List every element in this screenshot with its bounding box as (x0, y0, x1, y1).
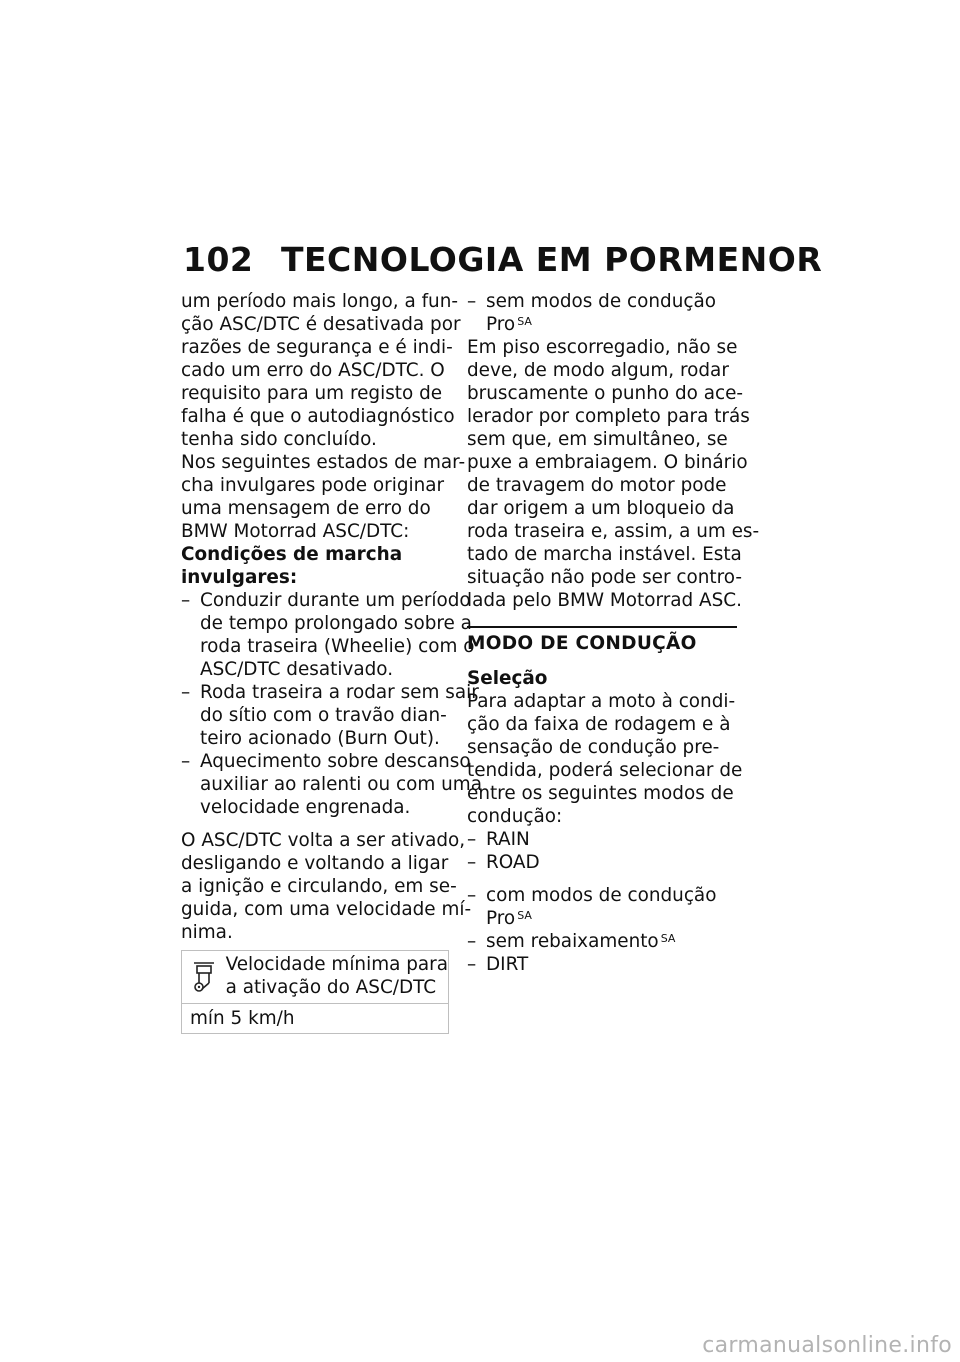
optional-equipment-mark: SA (517, 909, 532, 922)
warning-paragraph (467, 336, 760, 612)
text-line: ção ASC/DTC é desativada por (181, 314, 461, 335)
text-line: Nos seguintes estados de mar- (181, 452, 466, 473)
engine-icon (182, 953, 226, 999)
text-line: invulgares: (181, 567, 298, 588)
text-line: condução: (467, 806, 563, 827)
conditions-paragraph (181, 451, 466, 543)
conditions-heading (181, 543, 449, 589)
text-line: dar origem a um bloqueio da (467, 498, 735, 519)
text-line: Pro $^{SA}$ (486, 908, 532, 929)
selection-paragraph (467, 690, 743, 828)
list-item (467, 851, 737, 874)
text-line: do sítio com o travão dian- (200, 705, 447, 726)
text-line: ASC/DTC desativado. (200, 659, 394, 680)
text-line: razões de segurança e é indi- (181, 337, 453, 358)
right-column (467, 290, 760, 976)
text-line: cado um erro do ASC/DTC. O (181, 360, 445, 381)
subsection-title: Seleção (467, 668, 548, 689)
text-line: auxiliar ao ralenti ou com uma (200, 774, 482, 795)
text-line: tendida, poderá selecionar de (467, 760, 743, 781)
spec-label (226, 953, 448, 999)
text-line: tenha sido concluído. (181, 429, 377, 450)
list-item (181, 589, 475, 681)
text-line: deve, de modo algum, rodar (467, 360, 729, 381)
text-line: Para adaptar a moto à condi- (467, 691, 736, 712)
text-line: ção da faixa de rodagem e à (467, 714, 731, 735)
text-line: – Conduzir durante um período (200, 590, 471, 611)
text-line: entre os seguintes modos de (467, 783, 734, 804)
optional-equipment-mark: SA (517, 315, 532, 328)
spec-value: mín 5 km/h (190, 1008, 295, 1029)
list-item (181, 750, 482, 819)
text-line: Condições de marcha (181, 544, 403, 565)
spec-header (182, 951, 448, 1004)
text-line: – com modos de condução (486, 885, 717, 906)
text-line: – Aquecimento sobre descanso (200, 751, 471, 772)
text-line: lada pelo BMW Motorrad ASC. (467, 590, 742, 611)
optional-equipment-mark: SA (660, 932, 676, 945)
text-line: sensação de condução pre- (467, 737, 720, 758)
list-item (181, 681, 479, 750)
text-line: desligando e voltando a ligar (181, 853, 449, 874)
text-line: de travagem do motor pode (467, 475, 727, 496)
page-header (183, 240, 823, 280)
text-line: bruscamente o punho do ace- (467, 383, 744, 404)
text-line: sem que, em simultâneo, se (467, 429, 728, 450)
text-line: – sem rebaixamento $^{SA}$ (486, 931, 676, 952)
text-line: lerador por completo para trás (467, 406, 750, 427)
text-line: – Roda traseira a rodar sem sair (200, 682, 479, 703)
list-item (467, 828, 737, 851)
text-line: teiro acionado (Burn Out). (200, 728, 440, 749)
list-item (467, 290, 737, 336)
reactivation-paragraph (181, 829, 472, 944)
left-column (181, 290, 482, 1034)
text-line: O ASC/DTC volta a ser ativado, (181, 830, 466, 851)
text-line: tado de marcha instável. Esta (467, 544, 742, 565)
text-line: Pro $^{SA}$ (486, 314, 532, 335)
text-line: cha invulgares pode originar (181, 475, 445, 496)
text-line: roda traseira e, assim, a um es- (467, 521, 760, 542)
text-line: a ignição e circulando, em se- (181, 876, 457, 897)
text-line: – sem modos de condução (486, 291, 716, 312)
text-line: – ROAD (486, 852, 540, 873)
section-title: MODO DE CONDUÇÃO (467, 626, 737, 659)
text-line: um período mais longo, a fun- (181, 291, 458, 312)
text-line: – RAIN (486, 829, 530, 850)
chapter-title: TECNOLOGIA EM PORMENOR (281, 240, 823, 279)
text-line: velocidade engrenada. (200, 797, 411, 818)
list-item (467, 953, 737, 976)
text-line: falha é que o autodiagnóstico (181, 406, 455, 427)
text-line: BMW Motorrad ASC/DTC: (181, 521, 410, 542)
text-line: requisito para um registo de (181, 383, 443, 404)
text-line: de tempo prolongado sobre a (200, 613, 472, 634)
text-line: Em piso escorregadio, não se (467, 337, 738, 358)
text-line: – DIRT (486, 954, 529, 975)
text-line: situação não pode ser contro- (467, 567, 743, 588)
watermark: carmanualsonline.info (702, 1333, 952, 1358)
text-line: uma mensagem de erro do (181, 498, 431, 519)
spec-table (181, 950, 449, 1034)
text-line: roda traseira (Wheelie) com o (200, 636, 475, 657)
text-line: Velocidade mínima para (225, 954, 448, 975)
page-number: 102 (183, 240, 254, 279)
text-line: puxe a embraiagem. O binário (467, 452, 748, 473)
text-line: nima. (181, 922, 233, 943)
intro-paragraph (181, 290, 461, 451)
list-item (467, 884, 737, 930)
text-line: a ativação do ASC/DTC (225, 977, 437, 998)
text-line: guida, com uma velocidade mí- (181, 899, 472, 920)
list-item (467, 930, 737, 953)
